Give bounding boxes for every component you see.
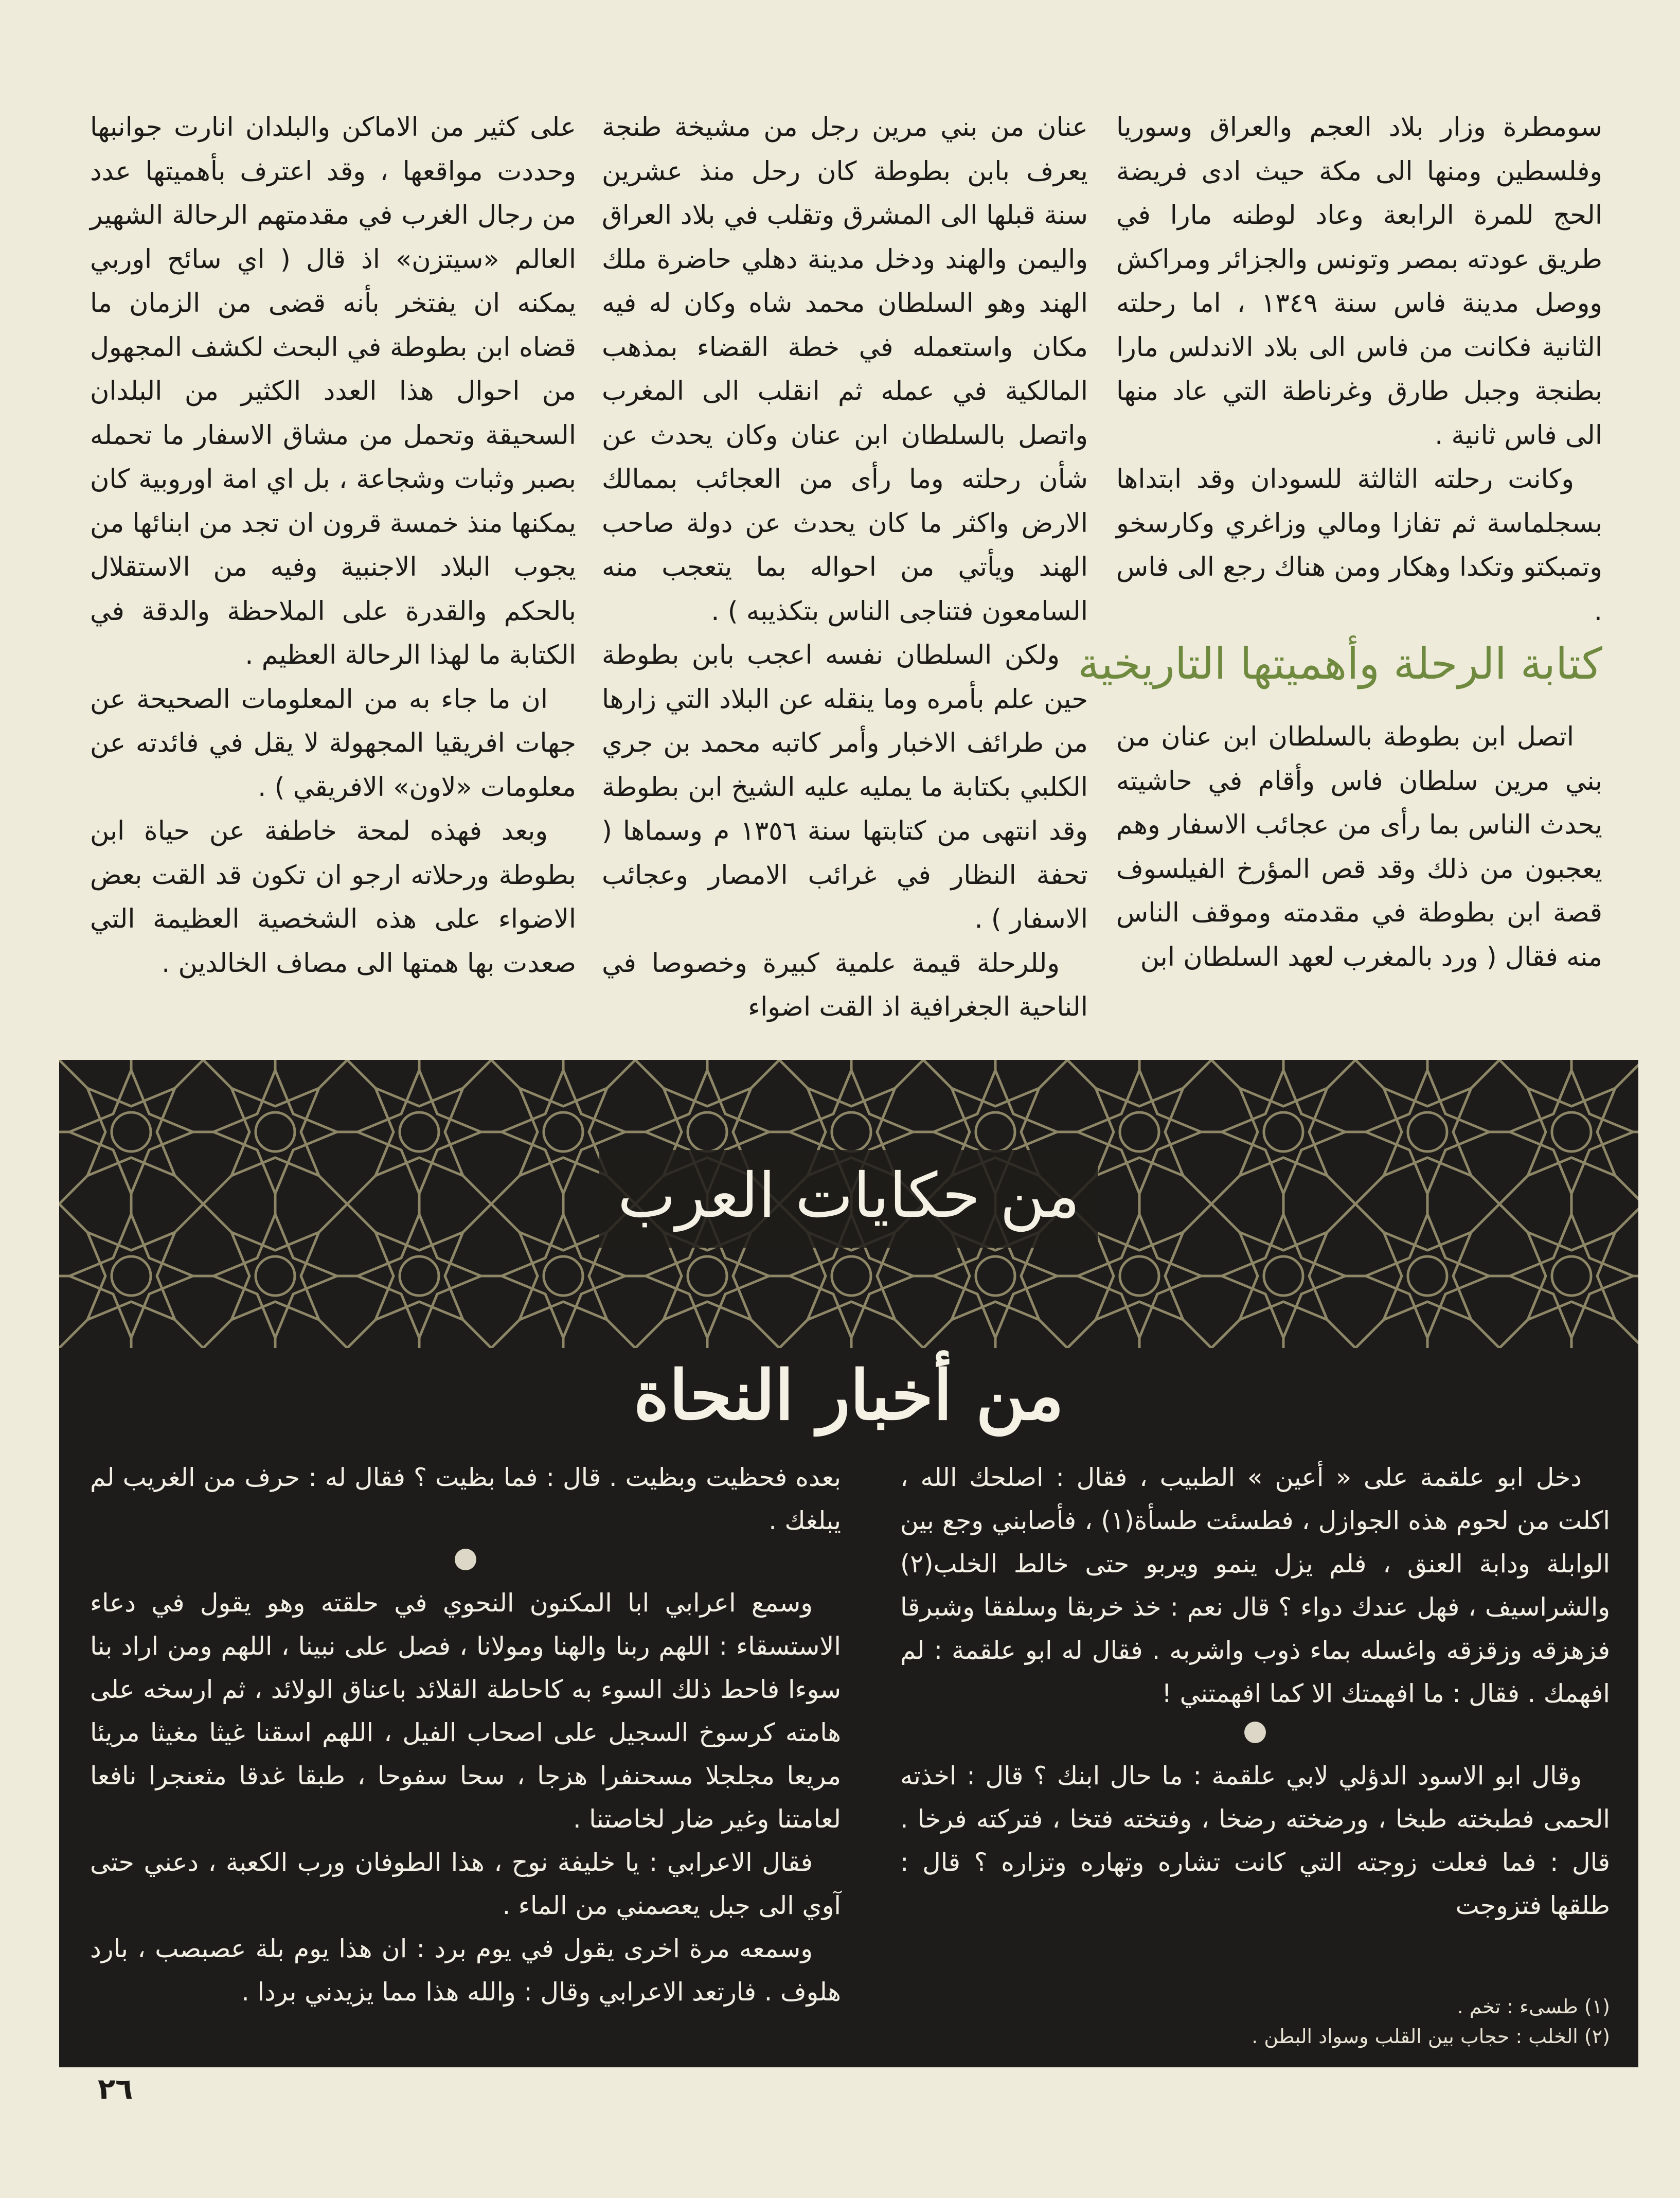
paragraph: بعده فحظيت وبظيت . قال : فما بظيت ؟ فقال له : حرف من الغريب لم يبلغك . <box>90 1463 841 1535</box>
footnote: (٢) الخلب : حجاب بين القلب وسواد البطن . <box>1252 2025 1610 2048</box>
paragraph: وكانت رحلته الثالثة للسودان وقد ابتداها بسجلماسة ثم تفازا ومالي وزاغري وكارسخو وتمبكتو وتكدا وهكار ومن هناك رجع الى فاس . <box>1116 464 1602 627</box>
paragraph: عنان من بني مرين رجل من مشيخة طنجة يعرف بابن بطوطة كان رحل منذ عشرين سنة قبلها الى المشرق وتقلب في بلاد العراق واليمن والهند ودخل مدينة دهلي حاضرة ملك الهند وهو السلطان محمد شاه وكان له فيه مكان واستعمله في خطة القضاء بمذهب المالكية في عمله ثم انقلب الى المغرب واتصل بالسلطان ابن عنان وكان يحدث عن شأن رحلته وما رأى من العجائب بممالك الارض واكثر ما كان يحدث عن دولة صاحب الهند ويأتي من احواله بما يتعجب منه السامعون فتناجى الناس بتكذيبه ) . <box>602 112 1088 627</box>
paragraph: سومطرة وزار بلاد العجم والعراق وسوريا وفلسطين ومنها الى مكة حيث ادى فريضة الحج للمرة الرابعة وعاد لوطنه مارا في طريق عودته بمصر وتونس والجزائر ومراكش ووصل مدينة فاس سنة ١٣٤٩ ، اما رحلته الثانية فكانت من فاس الى بلاد الاندلس مارا بطنجة وجبل طارق وغرناطة التي عاد منها الى فاس ثانية . <box>1116 112 1602 451</box>
paragraph: وقال ابو الاسود الدؤلي لابي علقمة : ما حال ابنك ؟ قال : اخذته الحمى فطبخته طبخا ، ورضخته رضخا ، وفتخته فتخا ، فتركته فرخا . قال : فما فعلت زوجته التي كانت تشاره وتهاره وتزاره ؟ قال : طلقها فتزوجت <box>900 1761 1610 1920</box>
article-column-left <box>90 105 576 985</box>
paragraph: فقال الاعرابي : يا خليفة نوح ، هذا الطوفان ورب الكعبة ، دعني حتى آوي الى جبل يعصمني من الماء . <box>90 1848 841 1920</box>
paragraph: وسمعه مرة اخرى يقول في يوم برد : ان هذا يوم بلة عصبصب ، بارد هلوف . فارتعد الاعرابي وقال : والله هذا مما يزيدني بردا . <box>90 1934 841 2007</box>
separator-dot <box>455 1549 476 1570</box>
separator-dot <box>1244 1722 1266 1743</box>
page-number: ٢٦ <box>98 2072 133 2106</box>
paragraph: على كثير من الاماكن والبلدان انارت جوانبها وحددت مواقعها ، وقد اعترف بأهميتها عدد من رجال الغرب في مقدمتهم الرحالة الشهير العالم «سيتزن» اذ قال ( اي سائح اوربي يمكنه ان يفتخر بأنه قضى من الزمان ما قضاه ابن بطوطة في البحث لكشف المجهول من احوال هذا العدد الكثير من البلدان السحيقة وتحمل من مشاق الاسفار ما تحمله بصبر وثبات وشجاعة ، بل اي امة اوروبية كان يمكنها منذ خمسة قرون ان تجد من ابنائها من يجوب البلاد الاجنبية وفيه من الاستقلال بالحكم والقدرة على الملاحظة والدقة في الكتابة ما لهذا الرحالة العظيم . <box>90 112 576 670</box>
story-column-left <box>90 1456 841 2014</box>
series-title: من حكايات العرب <box>617 1160 1080 1232</box>
article-column-right <box>1116 105 1602 633</box>
paragraph: وسمع اعرابي ابا المكنون النحوي في حلقته وهو يقول في دعاء الاستسقاء : اللهم ربنا والهنا ومولانا ، فصل على نبينا ، اللهم ومن اراد بنا سوءا فاحط ذلك السوء به كاحاطة القلائد باعناق الولائد ، ثم ارسخه على هامته كرسوخ السجيل على اصحاب الفيل ، اللهم اسقنا غيثا مغيثا مريئا مريعا مجلجلا مسحنفرا هزجا ، سحا سفوحا ، طبقا غدقا مثعنجرا نافعا لعامتنا وغير ضار لخاصتنا . <box>90 1588 841 1834</box>
paragraph: وبعد فهذه لمحة خاطفة عن حياة ابن بطوطة ورحلاته ارجو ان تكون قد القت بعض الاضواء على هذه الشخصية العظيمة التي صعدت بها همتها الى مصاف الخالدين . <box>90 816 576 979</box>
paragraph: ان ما جاء به من المعلومات الصحيحة عن جهات افريقيا المجهولة لا يقل في فائدته عن معلومات «لاون» الافريقي ) . <box>90 684 576 803</box>
footnote: (١) طسىء : تخم . <box>1457 1995 1610 2018</box>
story-title: من أخبار النحاة <box>633 1356 1064 1435</box>
paragraph: ولكن السلطان نفسه اعجب بابن بطوطة حين علم بأمره وما ينقله عن البلاد التي زارها من طرائف الاخبار وأمر كاتبه محمد بن جري الكلبي بكتابة ما يمليه عليه الشيخ ابن بطوطة وقد انتهى من كتابتها سنة ١٣٥٦ م وسماها ( تحفة النظار في غرائب الامصار وعجائب الاسفار ) . <box>602 640 1088 934</box>
story-box <box>59 1060 1638 2067</box>
paragraph: دخل ابو علقمة على « أعين » الطبيب ، فقال : اصلحك الله ، اكلت من لحوم هذه الجوازل ، فطسئت طسأة(١) ، فأصابني وجع بين الوابلة ودابة العنق ، فلم يزل ينمو ويربو حتى خالط الخلب(٢) والشراسيف ، فهل عندك دواء ؟ قال نعم : خذ خربقا وسلفقا وشبرقا فزهزقه وزقزقه واغسله بماء ذوب واشربه . فقال له ابو علقمة : لم افهمك . فقال : ما افهمتك الا كما افهمتني ! <box>900 1463 1610 1708</box>
story-column-right <box>900 1456 1610 1927</box>
article-column-right-lower <box>1116 715 1602 979</box>
paragraph: اتصل ابن بطوطة بالسلطان ابن عنان من بني مرين سلطان فاس وأقام في حاشيته يحدث الناس بما رأى من عجائب الاسفار وهم يعجبون من ذلك وقد قص المؤرخ الفيلسوف قصة ابن بطوطة في مقدمته وموقف الناس منه فقال ( ورد بالمغرب لعهد السلطان ابن <box>1116 722 1602 972</box>
article-column-middle <box>602 105 1088 1030</box>
section-subheading: كتابة الرحلة وأهميتها التاريخية <box>1078 639 1602 689</box>
paragraph: وللرحلة قيمة علمية كبيرة وخصوصا في الناحية الجغرافية اذ القت اضواء <box>602 948 1088 1022</box>
